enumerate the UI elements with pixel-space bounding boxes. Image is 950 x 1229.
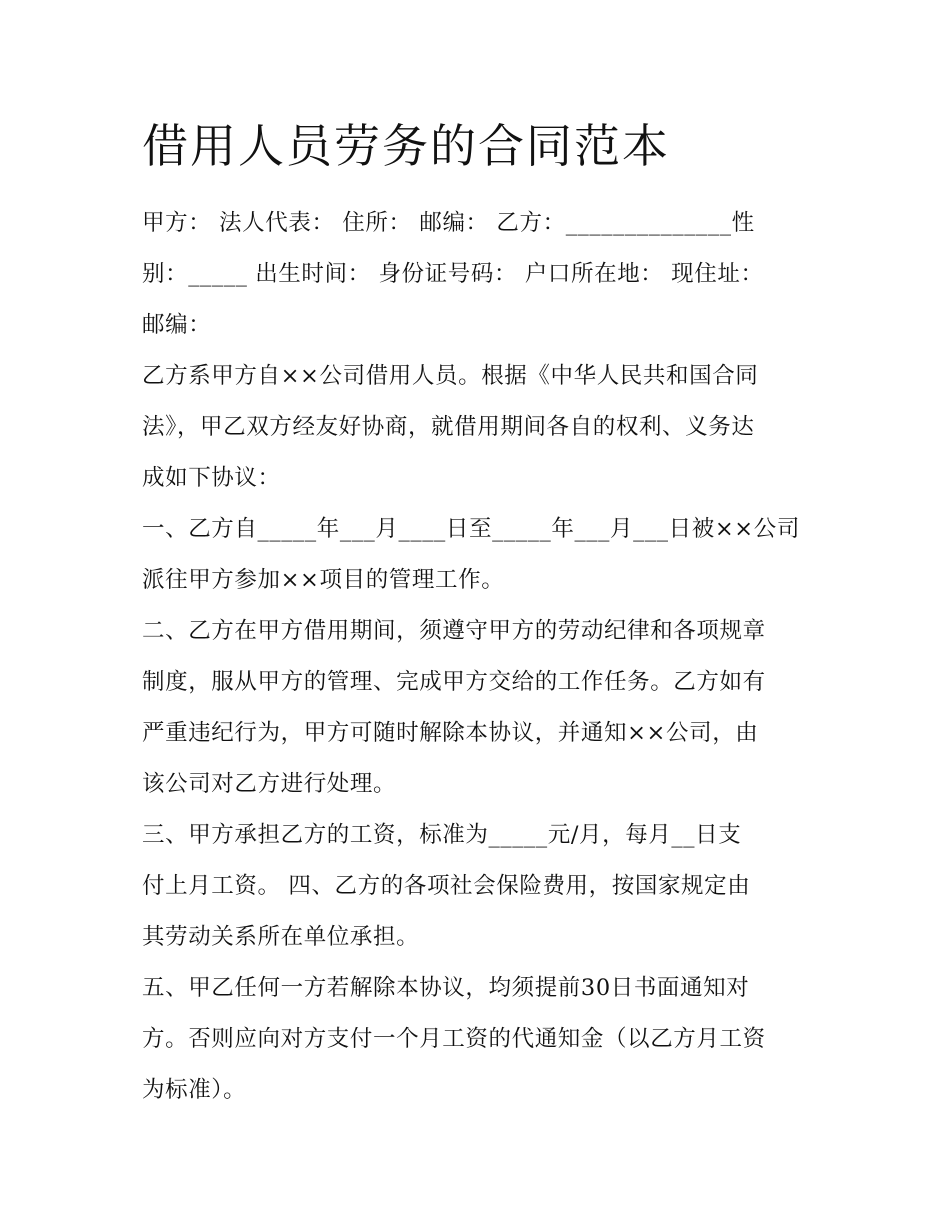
body-line: 其劳动关系所在单位承担。: [142, 924, 420, 950]
body-line: 制度，服从甲方的管理、完成甲方交给的工作任务。乙方如有: [142, 669, 766, 695]
body-line: 一、乙方自_____年___月____日至_____年___月___日被××公司: [142, 516, 800, 542]
body-line: 严重违纪行为，甲方可随时解除本协议，并通知××公司，由: [142, 720, 759, 746]
body-line: 该公司对乙方进行处理。: [142, 771, 397, 797]
body-line: 乙方系甲方自××公司借用人员。根据《中华人民共和国合同: [142, 363, 759, 389]
body-line: 方。否则应向对方支付一个月工资的代通知金（以乙方月工资: [142, 1026, 766, 1052]
body-line: 三、甲方承担乙方的工资，标准为_____元/月，每月__日支: [142, 822, 742, 848]
body-line: 法》，甲乙双方经友好协商，就借用期间各自的权利、义务达: [142, 414, 755, 440]
body-line: 成如下协议：: [142, 465, 281, 491]
body-line: 甲方： 法人代表： 住所： 邮编： 乙方：______________性: [142, 210, 755, 236]
body-line: 二、乙方在甲方借用期间，须遵守甲方的劳动纪律和各项规章: [142, 618, 766, 644]
document-title: 借用人员劳务的合同范本: [142, 119, 670, 173]
body-line: 付上月工资。 四、乙方的各项社会保险费用，按国家规定由: [142, 873, 751, 899]
body-line: 为标准）。: [142, 1077, 247, 1103]
body-line: 五、甲乙任何一方若解除本协议，均须提前30日书面通知对: [142, 975, 750, 1001]
body-line: 邮编：: [142, 312, 212, 338]
body-line: 派往甲方参加××项目的管理工作。: [142, 567, 505, 593]
body-line: 别：_____ 出生时间： 身份证号码： 户口所在地： 现住址：: [142, 261, 764, 287]
